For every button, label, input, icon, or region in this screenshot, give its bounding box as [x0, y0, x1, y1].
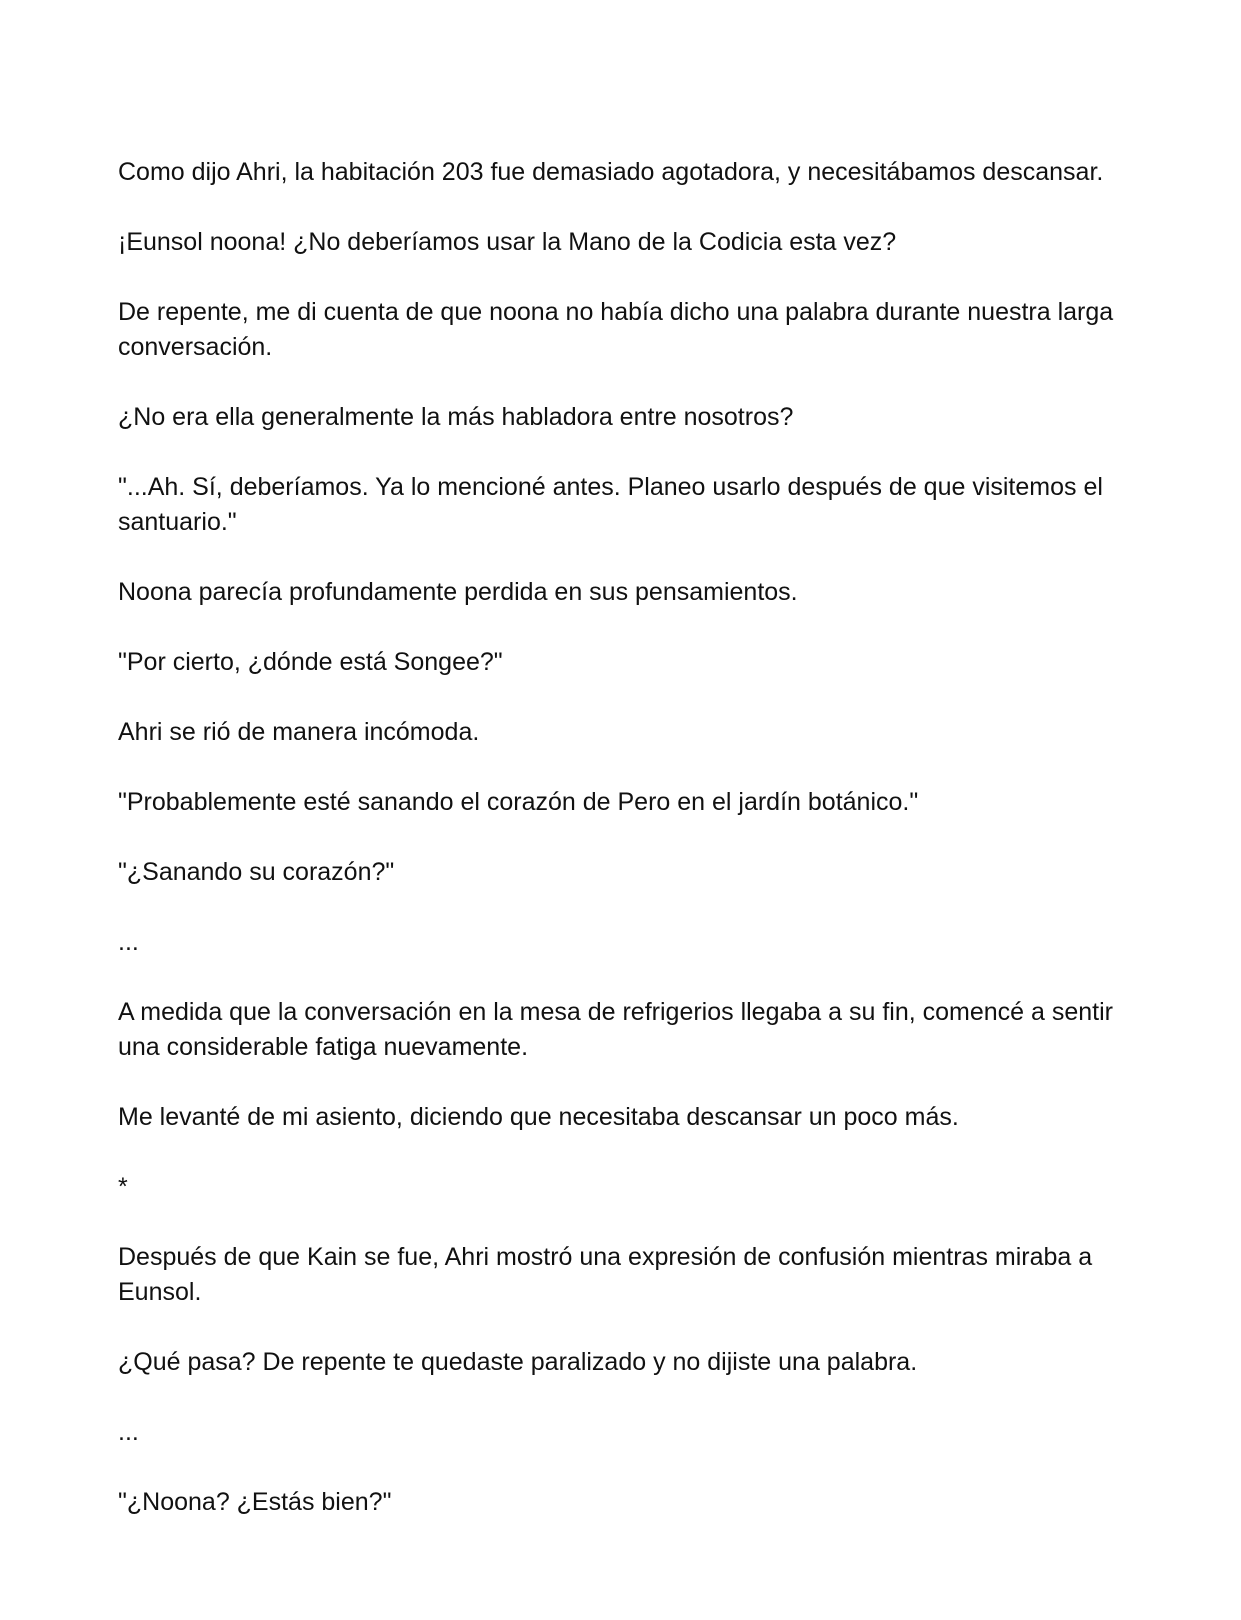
- paragraph: ¡Eunsol noona! ¿No deberíamos usar la Mano de la Codicia esta vez?: [118, 228, 897, 256]
- paragraph: De repente, me di cuenta de que noona no había dicho una palabra durante nuestra larga conversación.: [118, 298, 1114, 361]
- paragraph: "Por cierto, ¿dónde está Songee?": [118, 648, 503, 676]
- paragraph: Como dijo Ahri, la habitación 203 fue demasiado agotadora, y necesitábamos descansar.: [118, 158, 1104, 186]
- paragraph: "Probablemente esté sanando el corazón de Pero en el jardín botánico.": [118, 788, 919, 816]
- paragraph: ¿Qué pasa? De repente te quedaste paralizado y no dijiste una palabra.: [118, 1348, 918, 1376]
- ellipsis-line: ...: [118, 1418, 139, 1446]
- paragraph: "¿Noona? ¿Estás bien?": [118, 1488, 392, 1516]
- paragraph: A medida que la conversación en la mesa de refrigerios llegaba a su fin, comencé a sentir una considerable fatiga nuevamente.: [118, 998, 1114, 1061]
- paragraph: Noona parecía profundamente perdida en sus pensamientos.: [118, 578, 798, 606]
- paragraph: Ahri se rió de manera incómoda.: [118, 718, 480, 746]
- scene-break: *: [118, 1173, 128, 1201]
- paragraph: ¿No era ella generalmente la más habladora entre nosotros?: [118, 403, 794, 431]
- paragraph: "...Ah. Sí, deberíamos. Ya lo mencioné antes. Planeo usarlo después de que visitemos el santuario.": [118, 473, 1103, 536]
- paragraph: "¿Sanando su corazón?": [118, 858, 395, 886]
- paragraph: Me levanté de mi asiento, diciendo que necesitaba descansar un poco más.: [118, 1103, 959, 1131]
- paragraph: Después de que Kain se fue, Ahri mostró una expresión de confusión mientras miraba a Eunsol.: [118, 1243, 1093, 1306]
- document-body: [118, 155, 1122, 1555]
- ellipsis-line: ...: [118, 928, 139, 956]
